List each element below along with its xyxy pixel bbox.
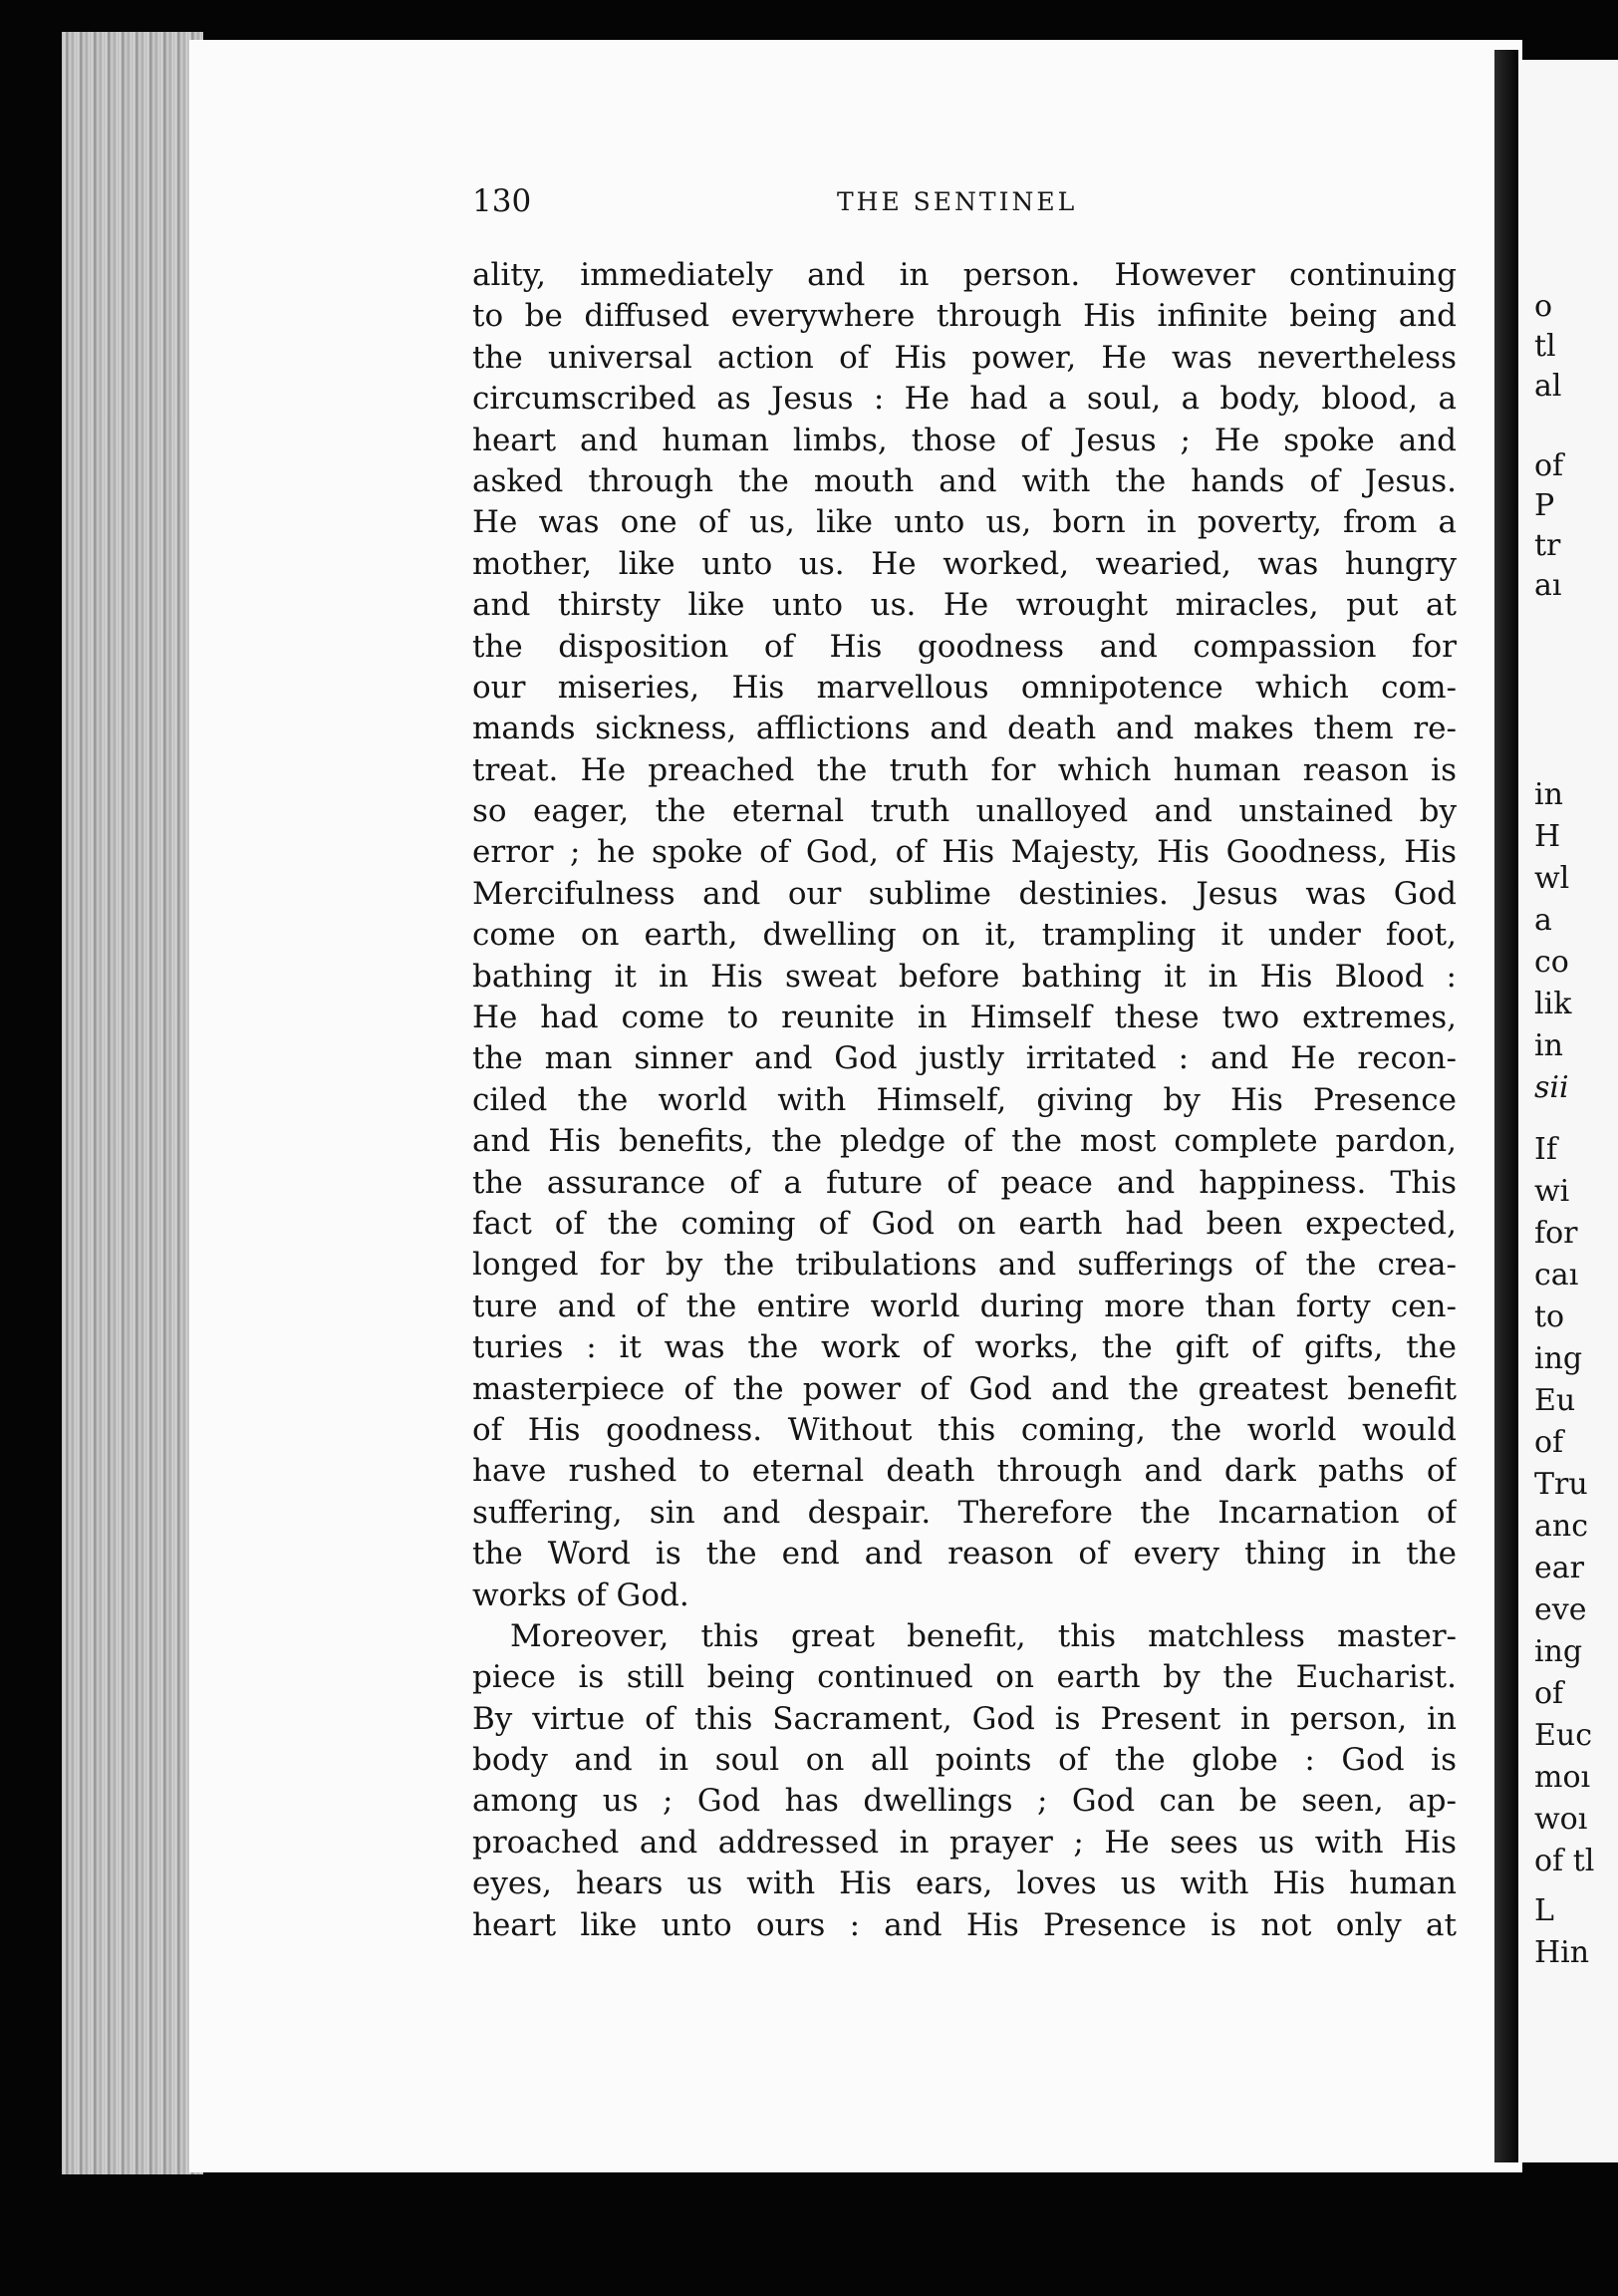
text-line: heart and human limbs, those of Jesus ; He spoke and	[472, 422, 1457, 458]
facing-fragment: o	[1534, 289, 1553, 324]
facing-fragment: ing	[1534, 1341, 1583, 1376]
facing-fragment: of tl	[1534, 1844, 1595, 1878]
facing-fragment: in	[1534, 777, 1563, 812]
gutter-shadow	[1494, 50, 1518, 2162]
text-line: and His benefits, the pledge of the most complete pardon,	[472, 1123, 1457, 1160]
text-line: works of God.	[472, 1577, 689, 1613]
text-line: the Word is the end and reason of every thing in the	[472, 1536, 1457, 1573]
facing-fragment: of	[1534, 1425, 1564, 1460]
facing-fragment: Hin	[1534, 1935, 1590, 1970]
text-line: body and in soul on all points of the globe : God is	[472, 1742, 1457, 1779]
facing-fragment: If	[1534, 1132, 1557, 1167]
facing-fragment: co	[1534, 945, 1569, 980]
facing-fragment: of	[1534, 448, 1564, 483]
text-line: piece is still being continued on earth by the Eucharist.	[472, 1659, 1457, 1696]
text-line: longed for by the tribulations and sufferings of the crea-	[472, 1247, 1457, 1284]
text-line: of His goodness. Without this coming, the world would	[472, 1411, 1457, 1448]
facing-fragment: aı	[1534, 568, 1562, 603]
page-edges	[62, 32, 203, 2174]
text-line: have rushed to eternal death through and dark paths of	[472, 1453, 1457, 1490]
text-line: ture and of the entire world during more than forty cen-	[472, 1288, 1457, 1324]
text-line: suffering, sin and despair. Therefore the Incarnation of	[472, 1494, 1457, 1531]
text-line: treat. He preached the truth for which human reason is	[472, 751, 1457, 788]
facing-fragment: al	[1534, 369, 1562, 404]
facing-fragment: caı	[1534, 1258, 1579, 1292]
facing-fragment: anc	[1534, 1509, 1589, 1544]
facing-fragment: lik	[1534, 987, 1572, 1021]
text-line: eyes, hears us with His ears, loves us with His human	[472, 1866, 1457, 1902]
text-line: He had come to reunite in Himself these two extremes,	[472, 1000, 1457, 1036]
facing-fragment: woı	[1534, 1802, 1588, 1837]
text-line: mother, like unto us. He worked, wearied, was hungry	[472, 545, 1457, 582]
text-line: the assurance of a future of peace and happiness. This	[472, 1164, 1457, 1201]
body-text	[472, 255, 1457, 1946]
text-line: asked through the mouth and with the hands of Jesus.	[472, 462, 1457, 499]
text-line: to be diffused everywhere through His infinite being and	[472, 298, 1457, 335]
text-line: our miseries, His marvellous omnipotence which com-	[472, 669, 1457, 706]
facing-fragment: H	[1534, 819, 1561, 854]
facing-page	[1518, 60, 1618, 2162]
text-line: turies : it was the work of works, the gift of gifts, the	[472, 1329, 1457, 1366]
text-line: masterpiece of the power of God and the greatest benefit	[472, 1370, 1457, 1407]
text-line: ality, immediately and in person. However continuing	[472, 257, 1457, 293]
text-line: bathing it in His sweat before bathing it in His Blood :	[472, 958, 1457, 995]
facing-fragment: ear	[1534, 1551, 1584, 1585]
facing-fragment: in	[1534, 1028, 1563, 1063]
page-header	[472, 183, 1469, 223]
running-head: THE SENTINEL	[837, 187, 1078, 216]
text-line: the man sinner and God justly irritated : and He recon-	[472, 1040, 1457, 1077]
facing-fragment: tr	[1534, 528, 1561, 563]
facing-fragment: to	[1534, 1299, 1565, 1334]
text-line: proached and addressed in prayer ; He sees us with His	[472, 1824, 1457, 1861]
text-line: the universal action of His power, He was nevertheless	[472, 339, 1457, 376]
facing-fragment: wi	[1534, 1174, 1570, 1209]
text-line: mands sickness, afflictions and death and makes them re-	[472, 711, 1457, 747]
facing-fragment: wl	[1534, 861, 1570, 896]
text-line: so eager, the eternal truth unalloyed and unstained by	[472, 793, 1457, 830]
page-number: 130	[472, 183, 532, 219]
facing-fragment: tl	[1534, 329, 1556, 364]
facing-fragment: eve	[1534, 1592, 1587, 1627]
text-line: fact of the coming of God on earth had been expected,	[472, 1205, 1457, 1242]
text-line: error ; he spoke of God, of His Majesty, His Goodness, His	[472, 834, 1457, 871]
facing-fragment: of	[1534, 1676, 1564, 1711]
text-line: among us ; God has dwellings ; God can be seen, ap-	[472, 1783, 1457, 1820]
facing-fragment: sii	[1534, 1070, 1569, 1105]
facing-fragment: Euc	[1534, 1718, 1593, 1753]
text-line: Moreover, this great benefit, this matchless master-	[510, 1617, 1457, 1654]
text-line: By virtue of this Sacrament, God is Present in person, in	[472, 1700, 1457, 1737]
text-line: and thirsty like unto us. He wrought miracles, put at	[472, 587, 1457, 624]
text-line: come on earth, dwelling on it, trampling it under foot,	[472, 917, 1457, 954]
facing-fragment: for	[1534, 1216, 1578, 1251]
facing-fragment: a	[1534, 903, 1552, 938]
facing-fragment: P	[1534, 488, 1555, 523]
text-line: ciled the world with Himself, giving by His Presence	[472, 1081, 1457, 1118]
text-line: He was one of us, like unto us, born in poverty, from a	[472, 504, 1457, 541]
facing-fragment: moı	[1534, 1760, 1591, 1795]
facing-fragment: L	[1534, 1893, 1554, 1928]
facing-fragment: Tru	[1534, 1467, 1588, 1502]
text-line: Mercifulness and our sublime destinies. Jesus was God	[472, 875, 1457, 912]
text-line: heart like unto ours : and His Presence is not only at	[472, 1906, 1457, 1943]
facing-fragment: Eu	[1534, 1383, 1576, 1418]
facing-fragment: ing	[1534, 1634, 1583, 1669]
text-line: circumscribed as Jesus : He had a soul, a body, blood, a	[472, 381, 1457, 418]
text-line: the disposition of His goodness and compassion for	[472, 628, 1457, 665]
